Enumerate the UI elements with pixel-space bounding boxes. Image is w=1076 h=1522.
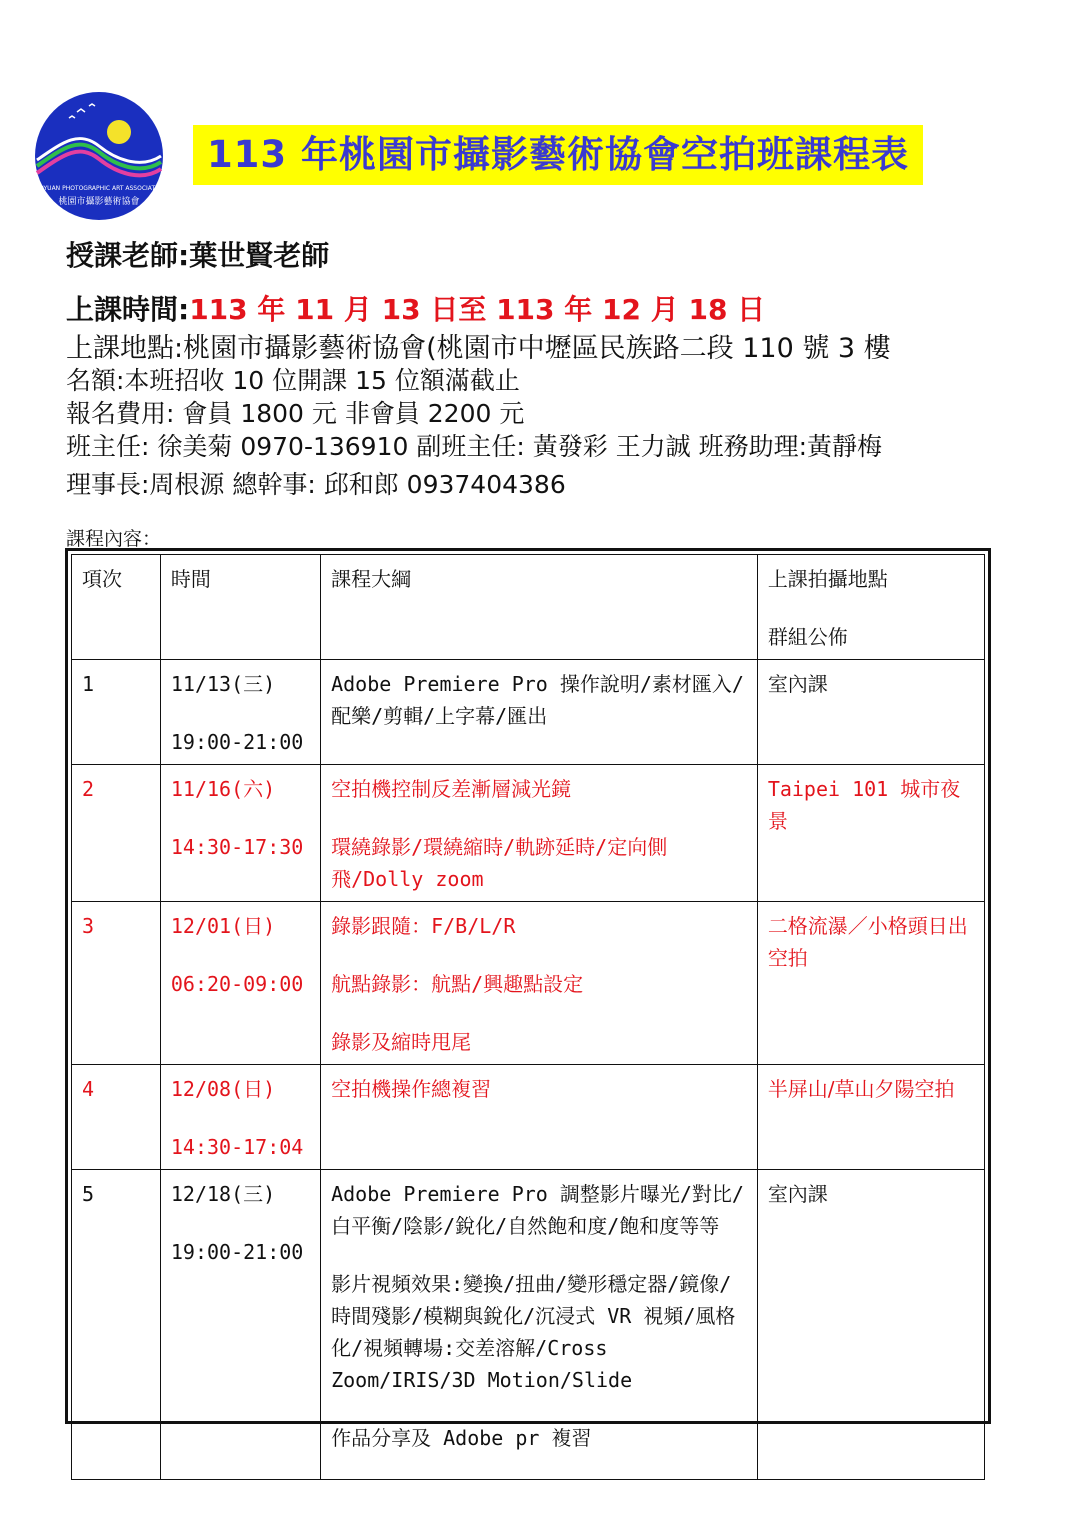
row-no: 3 <box>72 902 161 1065</box>
row-hours: 19:00-21:00 <box>170 1240 304 1264</box>
schedule-table <box>71 554 985 1480</box>
table-row <box>72 1170 985 1480</box>
outline-item: Adobe Premiere Pro 調整影片曝光/對比/白平衡/陰影/銳化/自然飽和度/飽和度等等 <box>331 1182 744 1238</box>
row-time <box>160 1065 320 1170</box>
outline-item: 影片視頻效果:變換/扭曲/變形穩定器/鏡像/時間殘影/模糊與銳化/沉浸式 VR 視頻/風格化/視頻轉場:交差溶解/Cross Zoom/IRIS/3D Motion/Slide <box>331 1272 736 1392</box>
row-place: 室內課 <box>757 660 984 765</box>
location-line: 上課地點:桃園市攝影藝術協會(桃園市中壢區民族路二段 110 號 3 樓 <box>66 333 891 364</box>
officers-line: 理事長:周根源 總幹事: 邱和郎 0937404386 <box>66 470 566 499</box>
row-no: 4 <box>72 1065 161 1170</box>
row-time <box>160 1170 320 1480</box>
outline-item: 錄影及縮時甩尾 <box>331 1030 472 1054</box>
row-hours: 06:20-09:00 <box>170 972 304 996</box>
svg-text:桃園市攝影藝術協會: 桃園市攝影藝術協會 <box>58 197 140 207</box>
row-no: 2 <box>72 765 161 902</box>
association-logo <box>33 90 165 222</box>
table-row <box>72 765 985 902</box>
outline-item: 航點錄影：航點/興趣點設定 <box>331 972 584 996</box>
row-place: 二格流瀑／小格頭日出空拍 <box>757 902 984 1065</box>
row-date: 11/13(三) <box>170 672 276 696</box>
outline-item: Adobe Premiere Pro 操作說明/素材匯入/配樂/剪輯/上字幕/匯出 <box>331 672 744 728</box>
teacher-line: 授課老師:葉世賢老師 <box>66 239 330 272</box>
header-place <box>757 555 984 660</box>
row-no: 5 <box>72 1170 161 1480</box>
header-group-label: 群組公佈 <box>767 625 848 649</box>
outline-item: 空拍機操作總複習 <box>331 1077 492 1101</box>
row-place: 半屏山/草山夕陽空拍 <box>757 1065 984 1170</box>
row-hours: 19:00-21:00 <box>170 730 304 754</box>
schedule-table-frame <box>65 548 991 1450</box>
table-header-row <box>72 555 985 660</box>
header-outline: 課程大綱 <box>321 555 758 660</box>
row-time <box>160 660 320 765</box>
fee-line: 報名費用: 會員 1800 元 非會員 2200 元 <box>66 399 525 428</box>
row-place: 室內課 <box>757 1170 984 1480</box>
content-label: 課程內容： <box>66 528 162 550</box>
table-row <box>72 902 985 1065</box>
row-outline <box>321 1065 758 1170</box>
row-time <box>160 765 320 902</box>
header-no: 項次 <box>72 555 161 660</box>
document-title: 113 年桃園市攝影藝術協會空拍班課程表 <box>193 125 923 185</box>
row-no: 1 <box>72 660 161 765</box>
header-place-label: 上課拍攝地點 <box>767 567 888 591</box>
outline-item: 環繞錄影/環繞縮時/軌跡延時/定向側飛/Dolly zoom <box>331 835 668 891</box>
row-outline <box>321 1170 758 1480</box>
outline-item: 作品分享及 Adobe pr 複習 <box>331 1426 592 1450</box>
table-row <box>72 660 985 765</box>
course-time-label: 上課時間: <box>66 293 190 326</box>
table-row <box>72 1065 985 1170</box>
quota-line: 名額:本班招收 10 位開課 15 位額滿截止 <box>66 366 520 395</box>
row-date: 12/08(日) <box>170 1077 276 1101</box>
row-date: 12/01(日) <box>170 914 276 938</box>
outline-item: 空拍機控制反差漸層減光鏡 <box>331 777 572 801</box>
row-place: Taipei 101 城市夜景 <box>757 765 984 902</box>
row-hours: 14:30-17:04 <box>170 1135 304 1159</box>
row-outline <box>321 902 758 1065</box>
svg-text:TAOYUAN PHOTOGRAPHIC ART ASSOC: TAOYUAN PHOTOGRAPHIC ART ASSOCIATION <box>33 185 165 192</box>
row-outline <box>321 660 758 765</box>
row-hours: 14:30-17:30 <box>170 835 304 859</box>
row-date: 11/16(六) <box>170 777 276 801</box>
course-time-line <box>66 288 765 328</box>
staff-line: 班主任: 徐美菊 0970-136910 副班主任: 黃發彩 王力誠 班務助理:黃靜梅 <box>66 432 883 461</box>
row-date: 12/18(三) <box>170 1182 276 1206</box>
row-outline <box>321 765 758 902</box>
header-time: 時間 <box>160 555 320 660</box>
course-time-value: 113 年 11 月 13 日至 113 年 12 月 18 日 <box>189 293 766 326</box>
outline-item: 錄影跟隨：F/B/L/R <box>331 914 516 938</box>
row-time <box>160 902 320 1065</box>
